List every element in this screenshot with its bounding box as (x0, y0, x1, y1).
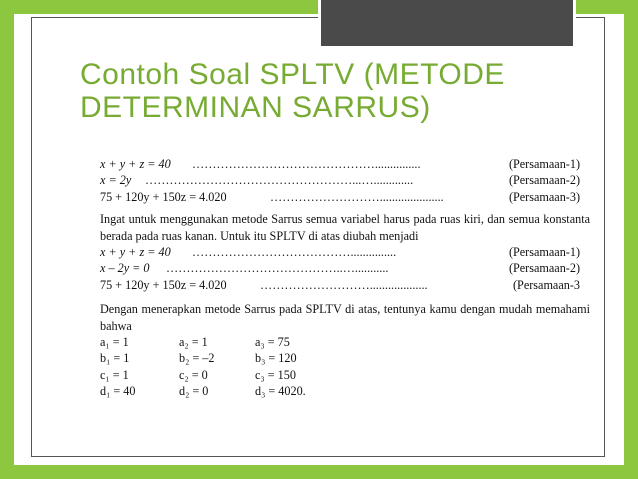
coefficient: c₂ = 0 (179, 367, 208, 382)
leader-dots: ……………………………………………...…............. (145, 173, 414, 188)
coefficient-row (100, 334, 590, 350)
equation-tag: (Persamaan-1) (508, 157, 580, 171)
coefficient: a₃ = 75 (255, 334, 290, 349)
equation: x + y + z = 40 (100, 157, 171, 171)
coefficient: a₂ = 1 (179, 334, 208, 349)
equation-line (100, 156, 590, 172)
leader-dots: ………………………………………............... (192, 157, 421, 171)
slide-body (100, 156, 590, 400)
leader-dots: …………………………………............... (192, 244, 397, 259)
equation-line (100, 260, 590, 276)
equation-system-1 (100, 156, 590, 205)
leader-dots: ………………………..................... (270, 189, 444, 204)
coefficient: b₁ = 1 (100, 351, 130, 366)
coefficient-row (100, 383, 590, 399)
coefficient: b₃ = 120 (255, 351, 297, 366)
coefficient: c₁ = 1 (100, 367, 129, 382)
equation-line (100, 172, 590, 188)
title-line-1: Contoh Soal SPLTV (METODE (80, 58, 505, 91)
leader-dots: ………………………................... (260, 277, 428, 292)
equation-line (100, 244, 590, 260)
coefficient: d₁ = 40 (100, 384, 136, 399)
equation: x – 2y = 0 (100, 261, 150, 276)
equation-tag: (Persamaan-3 (512, 277, 580, 292)
equation-tag: (Persamaan-3) (508, 189, 580, 204)
equation-line (100, 277, 590, 293)
coefficient: a₁ = 1 (100, 334, 129, 349)
paragraph-2: Dengan menerapkan metode Sarrus pada SPLTV di atas, tentunya kamu dengan mudah memahami bahwa (100, 302, 590, 333)
coefficient: b₂ = –2 (179, 351, 215, 366)
coefficient: c₃ = 150 (255, 367, 296, 382)
coefficient: d₂ = 0 (179, 384, 209, 399)
coefficient: d₃ = 4020. (255, 384, 306, 399)
coefficient-row (100, 350, 590, 366)
coefficient-table (100, 334, 590, 400)
title-line-2: DETERMINAN SARRUS) (80, 91, 431, 124)
equation: 75 + 120y + 150z = 4.020 (100, 189, 227, 204)
slide-title (80, 58, 600, 124)
coefficient-row (100, 367, 590, 383)
equation-tag: (Persamaan-2) (508, 173, 580, 188)
equation-line (100, 189, 590, 205)
equation: x + y + z = 40 (100, 244, 171, 259)
equation: 75 + 120y + 150z = 4.020 (100, 277, 227, 292)
paragraph-1: Ingat untuk menggunakan metode Sarrus semua variabel harus pada ruas kiri, dan semua konstanta berada pada ruas kanan. Untuk itu SPLTV di atas diubah menjadi (100, 212, 590, 243)
equation-tag: (Persamaan-1) (508, 244, 580, 259)
equation: x = 2y (100, 173, 132, 188)
leader-dots: ……………………………………..…........... (166, 261, 389, 276)
equation-tag: (Persamaan-2) (508, 261, 580, 276)
equation-system-2 (100, 244, 590, 293)
accent-box (318, 0, 576, 46)
